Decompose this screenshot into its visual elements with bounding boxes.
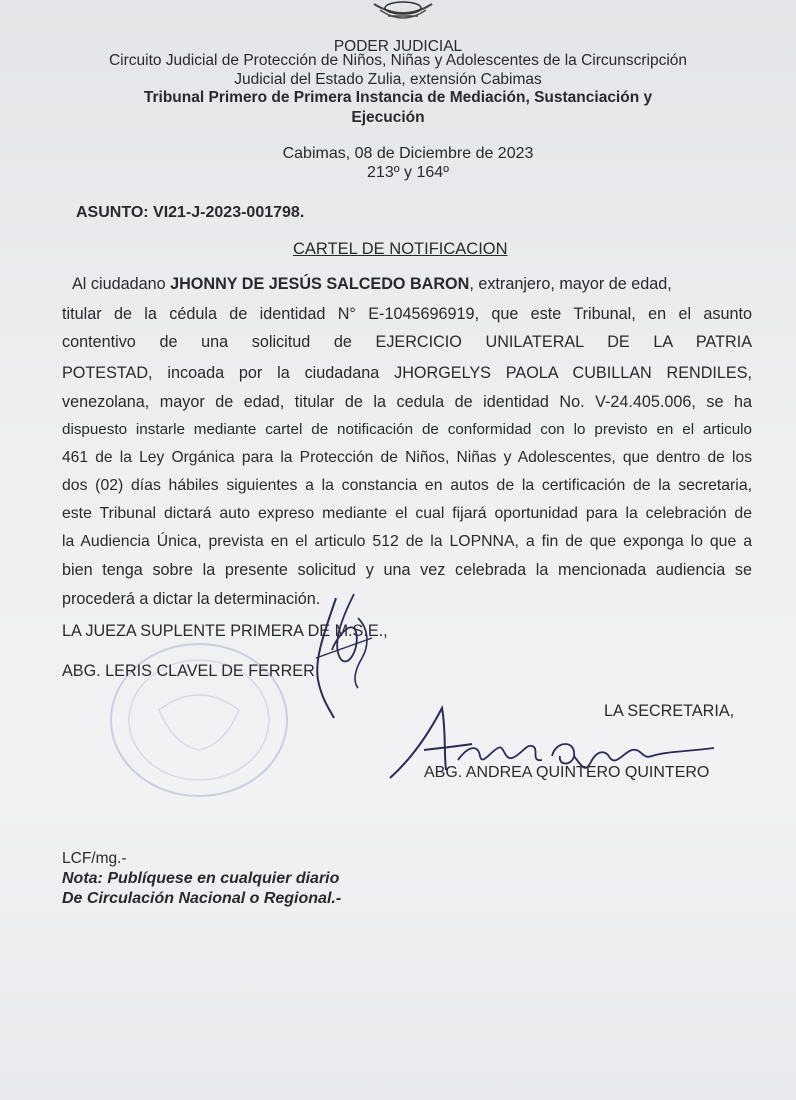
judge-signature <box>296 588 386 723</box>
institution-name: PODER JUDICIAL <box>333 38 463 55</box>
subject: ASUNTO: VI21-J-2023-001798. <box>76 204 305 221</box>
judge-title: LA JUEZA SUPLENTE PRIMERA DE M.S.E., <box>62 622 388 640</box>
body-line-12: procederá a dictar la determinación. <box>62 590 321 608</box>
body-line-1-pre: Al ciudadano <box>72 275 171 293</box>
coat-of-arms-emblem <box>368 0 438 26</box>
body-line-3: contentivo de una solicitud de EJERCICIO UNILATERAL DE LA PATRIA <box>62 333 752 351</box>
body-line-1 <box>72 275 750 294</box>
circuit-line-2: Judicial del Estado Zulia, extensión Cabimas <box>234 71 542 88</box>
tribunal-line-2: Ejecución <box>351 109 425 126</box>
body-line-8: dos (02) días hábiles siguientes a la constancia en autos de la certificación de la secretaria, <box>62 477 752 494</box>
body-line-5: venezolana, mayor de edad, titular de la cedula de identidad No. V-24.405.006, se ha <box>62 393 752 411</box>
body-line-6: dispuesto instarle mediante cartel de notificación de conformidad con lo previsto en el articulo <box>62 421 752 438</box>
place-date: Cabimas, 08 de Diciembre de 2023 <box>282 145 534 162</box>
respondent-name: JHONNY DE JESÚS SALCEDO BARON <box>170 275 470 293</box>
body-line-1-post: , extranjero, mayor de edad, <box>469 275 672 293</box>
note-line-1: Nota: Publíquese en cualquier diario <box>62 870 340 887</box>
body-line-9: este Tribunal dictará auto expreso mediante el cual fijará oportunidad para la celebración de <box>62 505 752 522</box>
tribunal-line-1: Tribunal Primero de Primera Instancia de Mediación, Sustanciación y <box>143 89 653 106</box>
body-line-2: titular de la cédula de identidad N° E-1045696919, que este Tribunal, en el asunto <box>62 305 752 323</box>
body-line-4: POTESTAD, incoada por la ciudadana JHORGELYS PAOLA CUBILLAN RENDILES, <box>62 364 752 382</box>
circuit-line-1: Circuito Judicial de Protección de Niños, Niñas y Adolescentes de la Circunscripción <box>108 52 688 69</box>
note-line-2: De Circulación Nacional o Regional.- <box>62 890 342 907</box>
judge-name: ABG. LERIS CLAVEL DE FERRER <box>62 662 315 680</box>
years: 213º y 164º <box>367 164 449 181</box>
body-line-7: 461 de la Ley Orgánica para la Protección de Niños, Niñas y Adolescentes, que dentro de los <box>62 449 752 466</box>
body-line-10: la Audiencia Única, prevista en el articulo 512 de la LOPNNA, a fin de que exponga lo que a <box>62 533 752 550</box>
secretary-title: LA SECRETARIA, <box>604 702 735 720</box>
document-title: CARTEL DE NOTIFICACION <box>293 240 508 258</box>
initials: LCF/mg.- <box>62 850 127 867</box>
body-line-11: bien tenga sobre la presente solicitud y una vez celebrada la mencionada audiencia se <box>62 561 752 579</box>
secretary-name: ABG. ANDREA QUINTERO QUINTERO <box>424 764 710 781</box>
